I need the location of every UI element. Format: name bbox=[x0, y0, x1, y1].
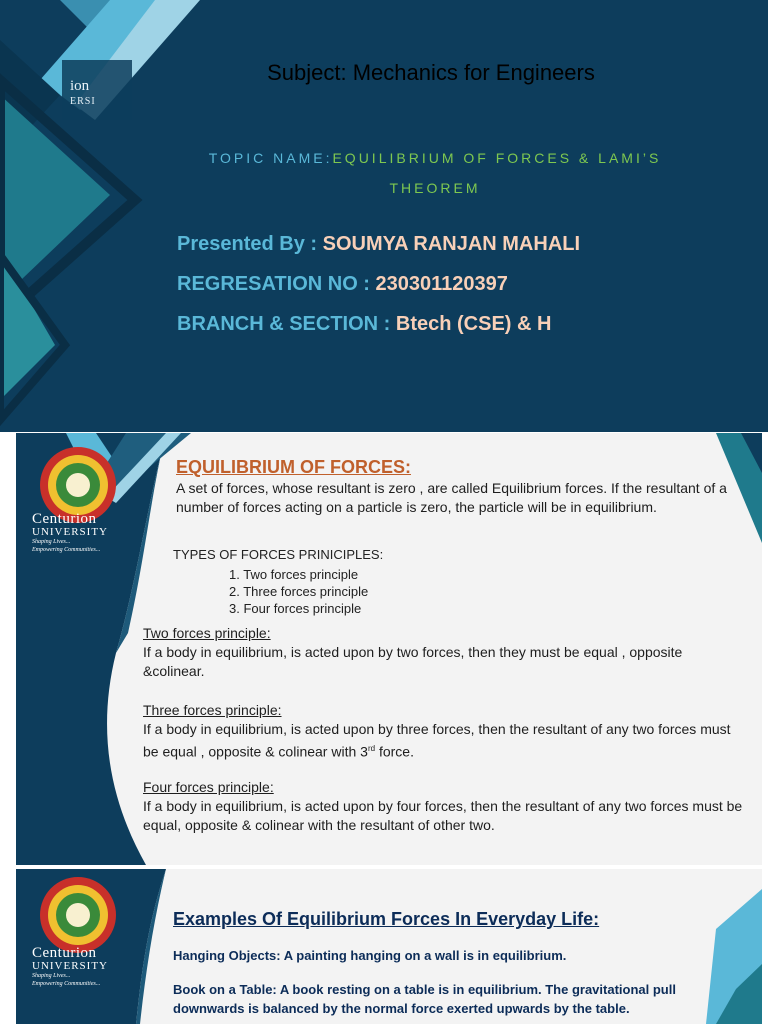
list-item: 1. Two forces principle bbox=[229, 567, 359, 582]
types-title: TYPES OF FORCES PRINICIPLES: bbox=[173, 547, 384, 562]
logo-fragment: ion bbox=[70, 78, 90, 94]
superscript: rd bbox=[367, 744, 376, 753]
logo-tagline-2: Empowering Communities... bbox=[32, 547, 101, 553]
three-forces-block bbox=[143, 701, 743, 762]
two-forces-text: If a body in equilibrium, is acted upon by two forces, then they must be equal , opposite &colinear. bbox=[143, 644, 683, 679]
logo-tagline-1: Shaping Lives... bbox=[32, 973, 71, 979]
registration-number: 230301120397 bbox=[375, 273, 508, 295]
four-forces-text: If a body in equilibrium, is acted upon by four forces, then the resultant of any two forces must be equal, opposite & colinear with the resultant of other two. bbox=[143, 798, 743, 833]
branch-value: Btech (CSE) & H bbox=[395, 313, 552, 335]
university-logo bbox=[32, 945, 108, 988]
equilibrium-slide bbox=[16, 433, 762, 865]
logo-tagline-2: Empowering Communities... bbox=[32, 981, 101, 987]
two-forces-heading: Two forces principle: bbox=[143, 625, 271, 641]
logo-line-1: Centurion bbox=[32, 945, 97, 961]
registration-line bbox=[177, 273, 508, 296]
subject-title: Subject: Mechanics for Engineers bbox=[267, 60, 595, 85]
three-forces-text bbox=[143, 720, 743, 762]
four-forces-block bbox=[143, 778, 743, 835]
four-forces-heading: Four forces principle: bbox=[143, 779, 274, 795]
three-forces-heading: Three forces principle: bbox=[143, 702, 282, 718]
presenter-label: Presented By : bbox=[177, 233, 323, 255]
presenter-name: SOUMYA RANJAN MAHALI bbox=[322, 233, 581, 255]
title-slide bbox=[0, 0, 768, 432]
registration-label: REGRESATION NO : bbox=[177, 273, 376, 295]
logo-line-1: Centurion bbox=[32, 511, 97, 527]
logo-fragment-2: ERSI bbox=[70, 96, 96, 107]
intro-paragraph: A set of forces, whose resultant is zero , are called Equilibrium forces. If the resultant of a number of forces acting on a particle is zero, the particle will be in equilibrium. bbox=[176, 480, 727, 515]
examples-slide bbox=[16, 869, 762, 1024]
presenter-line bbox=[177, 233, 580, 256]
logo-line-2: UNIVERSITY bbox=[32, 960, 108, 972]
topic-label: TOPIC NAME: bbox=[208, 150, 333, 166]
logo-tagline-1: Shaping Lives... bbox=[32, 539, 71, 545]
list-item: 3. Four forces principle bbox=[229, 601, 362, 616]
three-forces-text-a: If a body in equilibrium, is acted upon by three forces, then the resultant of any two forces must be equal , opposite & colinear with 3 bbox=[143, 721, 731, 760]
two-forces-block bbox=[143, 624, 743, 681]
example-book-on-table: Book on a Table: A book resting on a table is in equilibrium. The gravitational pull downwards is balanced by the normal force exerted upwards by the table. bbox=[173, 982, 676, 1016]
topic-value: EQUILIBRIUM OF FORCES & LAMI’S THEOREM bbox=[332, 150, 662, 196]
branch-label: BRANCH & SECTION : bbox=[177, 313, 396, 335]
types-list bbox=[229, 566, 368, 617]
example-hanging-objects: Hanging Objects: A painting hanging on a wall is in equilibrium. bbox=[173, 948, 567, 963]
logo-line-2: UNIVERSITY bbox=[32, 526, 108, 538]
section-heading: EQUILIBRIUM OF FORCES: bbox=[176, 457, 411, 477]
topic-name bbox=[170, 143, 700, 203]
university-logo bbox=[32, 511, 108, 554]
list-item: 2. Three forces principle bbox=[229, 584, 369, 599]
branch-line bbox=[177, 313, 551, 336]
examples-heading: Examples Of Equilibrium Forces In Everyday Life: bbox=[173, 909, 600, 929]
three-forces-text-b: force. bbox=[375, 743, 414, 760]
